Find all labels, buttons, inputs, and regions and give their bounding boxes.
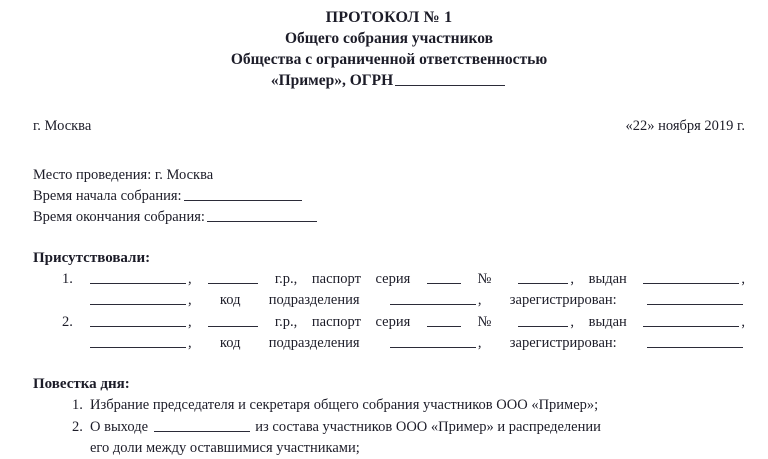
attendee-number-sign: № (477, 271, 502, 287)
meeting-meta-block (33, 165, 745, 228)
attendee-birthyear-label: г.р., (274, 271, 298, 287)
attendee-birth-separator: , (188, 314, 207, 330)
attendee-line-primary (88, 312, 745, 333)
protocol-subtitle-company-type: Общества с ограниченной ответственностью (230, 51, 548, 68)
attendee-passport-label: паспорт (311, 314, 361, 330)
meeting-end-row (33, 207, 745, 228)
attendee-birthyear-blank[interactable] (208, 313, 258, 327)
attendee-line-secondary (88, 333, 745, 354)
attendee-passport-number-blank[interactable] (518, 270, 568, 284)
attendee-issuer-blank[interactable] (643, 313, 739, 327)
attendee-dept-code-blank[interactable] (390, 334, 476, 348)
attendee-series-label: серия (375, 271, 411, 287)
document-body (33, 0, 745, 459)
company-name-ogrn-label: «Пример», ОГРН (270, 72, 394, 89)
attendee-name-blank[interactable] (90, 270, 186, 284)
attendee-registered-blank[interactable] (647, 334, 743, 348)
agenda-item-number: 2. (72, 419, 83, 435)
agenda-item-text: Избрание председателя и секретаря общего собрания участников ООО «Пример»; (90, 397, 599, 413)
attendee-dept-label: , код подразделения (188, 335, 360, 351)
attendee-dept-label: , код подразделения (188, 292, 360, 308)
attendee-number-sign: № (477, 314, 502, 330)
attendee-line1-comma: , (741, 314, 746, 330)
attendees-heading: Присутствовали: (33, 250, 151, 266)
attendee-issuer-cont-blank[interactable] (90, 291, 186, 305)
meeting-end-label: Время окончания собрания: (33, 209, 205, 225)
attendee-issued-label: , выдан (570, 271, 627, 287)
agenda-item-text-after-blank: из состава участников ООО «Пример» и распределении (255, 419, 601, 435)
protocol-title: ПРОТОКОЛ № 1 (325, 9, 453, 26)
attendee-birthyear-blank[interactable] (208, 270, 258, 284)
attendee-issuer-cont-blank[interactable] (90, 334, 186, 348)
attendee-series-blank[interactable] (427, 313, 461, 327)
ogrn-blank-field[interactable] (395, 71, 505, 86)
meeting-place-row (33, 165, 745, 186)
agenda-heading: Повестка дня: (33, 376, 130, 392)
attendee-dept-code-blank[interactable] (390, 291, 476, 305)
attendee-name-blank[interactable] (90, 313, 186, 327)
attendee-number: 1. (62, 271, 73, 287)
attendee-line-primary (88, 269, 745, 290)
attendee-registered-label: , зарегистрирован: (477, 335, 617, 351)
attendee-number: 2. (62, 314, 73, 330)
attendee-series-label: серия (375, 314, 411, 330)
agenda-exiting-participant-blank[interactable] (154, 418, 250, 432)
meeting-start-row (33, 186, 745, 207)
agenda-item (33, 395, 745, 416)
date-label: «22» ноября 2019 г. (625, 118, 745, 134)
city-date-row (33, 118, 745, 135)
agenda-item (33, 417, 745, 459)
attendee-registered-label: , зарегистрирован: (477, 292, 617, 308)
meeting-start-label: Время начала собрания: (33, 188, 182, 204)
protocol-subtitle-meeting: Общего собрания участников (285, 30, 493, 47)
attendee-item (33, 312, 745, 354)
attendee-line-secondary (88, 290, 745, 311)
meeting-place-value: г. Москва (154, 167, 214, 183)
protocol-company-ogrn-line (33, 70, 745, 91)
attendees-list (33, 269, 745, 354)
attendee-birthyear-label: г.р., (274, 314, 298, 330)
attendee-item (33, 269, 745, 311)
attendee-birth-separator: , (188, 271, 207, 287)
attendee-series-blank[interactable] (427, 270, 461, 284)
meeting-start-blank-field[interactable] (184, 187, 302, 201)
agenda-item-number: 1. (72, 397, 83, 413)
attendee-passport-number-blank[interactable] (518, 313, 568, 327)
attendee-line1-comma: , (741, 271, 746, 287)
attendee-issued-label: , выдан (570, 314, 627, 330)
attendee-passport-label: паспорт (311, 271, 361, 287)
meeting-end-blank-field[interactable] (207, 208, 317, 222)
agenda-item-text-before-blank: О выходе (90, 419, 149, 435)
city-label: г. Москва (33, 118, 92, 134)
attendee-registered-blank[interactable] (647, 291, 743, 305)
meeting-place-label: Место проведения: (33, 167, 152, 183)
agenda-item-text-line2: его доли между оставшимися участниками; (90, 440, 360, 456)
document-header (33, 0, 745, 91)
agenda-list (33, 395, 745, 459)
attendee-issuer-blank[interactable] (643, 270, 739, 284)
